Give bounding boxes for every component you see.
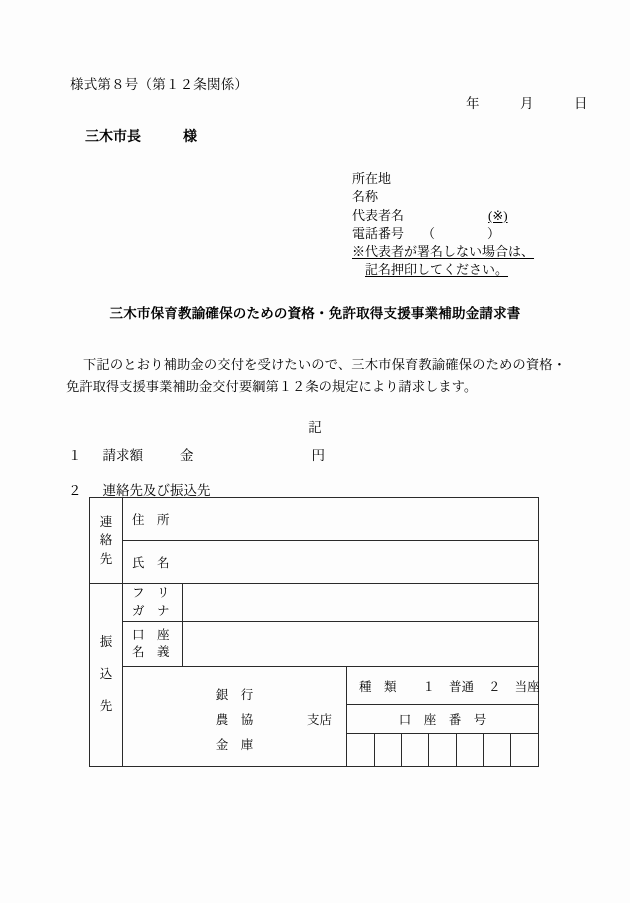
account-type-and-number-cell	[347, 667, 539, 767]
account-number-label: 口 座 番 号	[398, 713, 487, 727]
account-number-digit-cell[interactable]	[483, 734, 510, 766]
amount-currency-prefix: 金	[180, 448, 194, 463]
furigana-label	[123, 585, 182, 620]
name-label: 氏 名	[132, 556, 170, 570]
table-row	[90, 498, 539, 541]
account-type-option-2-number: ２	[488, 679, 501, 694]
addressee: 三木市長 様	[85, 130, 197, 145]
account-number-digit-cell[interactable]	[511, 734, 538, 766]
account-type-option-1-text[interactable]: 普通	[449, 679, 475, 694]
account-type-cell[interactable]	[347, 667, 538, 705]
bank-kind-agricultural-coop[interactable]: 農 協	[215, 713, 254, 727]
amount-currency-suffix: 円	[311, 448, 325, 463]
item-2-label: 連絡先及び振込先	[102, 483, 211, 498]
table-row	[90, 541, 539, 584]
contact-group-char-3: 先	[99, 551, 113, 566]
table-row	[90, 667, 539, 767]
account-detail-subtable	[347, 667, 538, 766]
item-2-contact-and-transfer	[68, 479, 211, 499]
representative-row	[352, 207, 534, 225]
phone-label: 電話番号	[352, 225, 405, 241]
account-number-digit-cell[interactable]	[374, 734, 401, 766]
applicant-info-block	[352, 170, 534, 280]
transfer-group-char-1: 振	[99, 635, 113, 650]
account-type-option-2-text[interactable]: 当座	[514, 679, 540, 694]
transfer-group-char-2: 込	[99, 667, 113, 682]
account-number-digit-cell[interactable]	[402, 734, 429, 766]
account-number-grid-cell	[347, 734, 538, 767]
signature-note-line-2: 記名押印してください。	[365, 262, 509, 278]
transfer-group-char-3: 先	[99, 698, 113, 713]
bank-name-cell[interactable]	[123, 667, 347, 767]
account-holder-value-cell[interactable]	[183, 622, 539, 667]
phone-row	[352, 225, 534, 243]
furigana-value-cell[interactable]	[183, 584, 539, 622]
bank-kind-bank[interactable]: 銀 行	[215, 688, 254, 702]
account-number-digit-cell[interactable]	[347, 734, 374, 766]
account-number-cells-row	[347, 734, 538, 767]
contact-transfer-table-wrapper	[89, 497, 538, 763]
account-holder-label	[123, 627, 182, 662]
account-number-label-cell	[347, 705, 538, 734]
date-line: 年 月 日	[466, 96, 588, 111]
furigana-label-cell	[123, 584, 183, 622]
representative-label: 代表者名	[352, 207, 405, 223]
furigana-label-line-1: フ リ	[132, 586, 170, 601]
item-1-label: 請求額	[102, 448, 143, 463]
item-1-number: １	[68, 448, 82, 463]
account-type-row	[347, 667, 538, 705]
address-label: 住 所	[132, 513, 170, 527]
signature-note-line-1: ※代表者が署名しない場合は、	[352, 244, 535, 260]
account-holder-label-line-1: 口 座	[132, 627, 170, 642]
table-row	[90, 584, 539, 622]
bank-branch-label: 支店	[306, 713, 332, 727]
account-type-label: 種 類	[359, 679, 397, 694]
contact-group-char-1: 連	[99, 515, 113, 530]
ki-mark: 記	[308, 420, 322, 435]
contact-group-label	[90, 498, 123, 584]
table-row	[90, 622, 539, 667]
account-number-label-row	[347, 705, 538, 734]
representative-seal-mark: (※)	[488, 207, 508, 223]
address-cell[interactable]	[123, 498, 539, 541]
account-type-option-1-number: １	[422, 679, 436, 694]
form-number: 様式第８号（第１２条関係）	[70, 77, 249, 92]
phone-parentheses: （ ）	[422, 225, 501, 241]
bank-kind-stack	[123, 667, 346, 766]
account-number-digit-cell[interactable]	[429, 734, 456, 766]
organization-name-label: 名称	[352, 189, 379, 205]
document-title: 三木市保育教諭確保のための資格・免許取得支援事業補助金請求書	[109, 306, 521, 321]
item-1-claim-amount	[68, 444, 325, 464]
location-label: 所在地	[352, 171, 392, 186]
account-number-grid	[347, 734, 538, 766]
name-cell[interactable]	[123, 541, 539, 584]
bank-kind-credit-union[interactable]: 金 庫	[215, 738, 254, 752]
item-2-number: ２	[68, 483, 82, 498]
furigana-label-line-2: ガ ナ	[132, 603, 170, 618]
body-paragraph: 下記のとおり補助金の交付を受けたいので、三木市保育教諭確保のための資格・免許取得支援事業補助金交付要綱第１２条の規定により請求します。	[66, 357, 566, 394]
contact-group-char-2: 絡	[99, 533, 113, 548]
account-number-digit-cell[interactable]	[456, 734, 483, 766]
account-type-line	[347, 677, 538, 695]
contact-transfer-table	[89, 497, 539, 767]
account-holder-label-line-2: 名 義	[132, 645, 170, 659]
account-holder-label-cell	[123, 622, 183, 667]
transfer-group-label	[90, 584, 123, 767]
